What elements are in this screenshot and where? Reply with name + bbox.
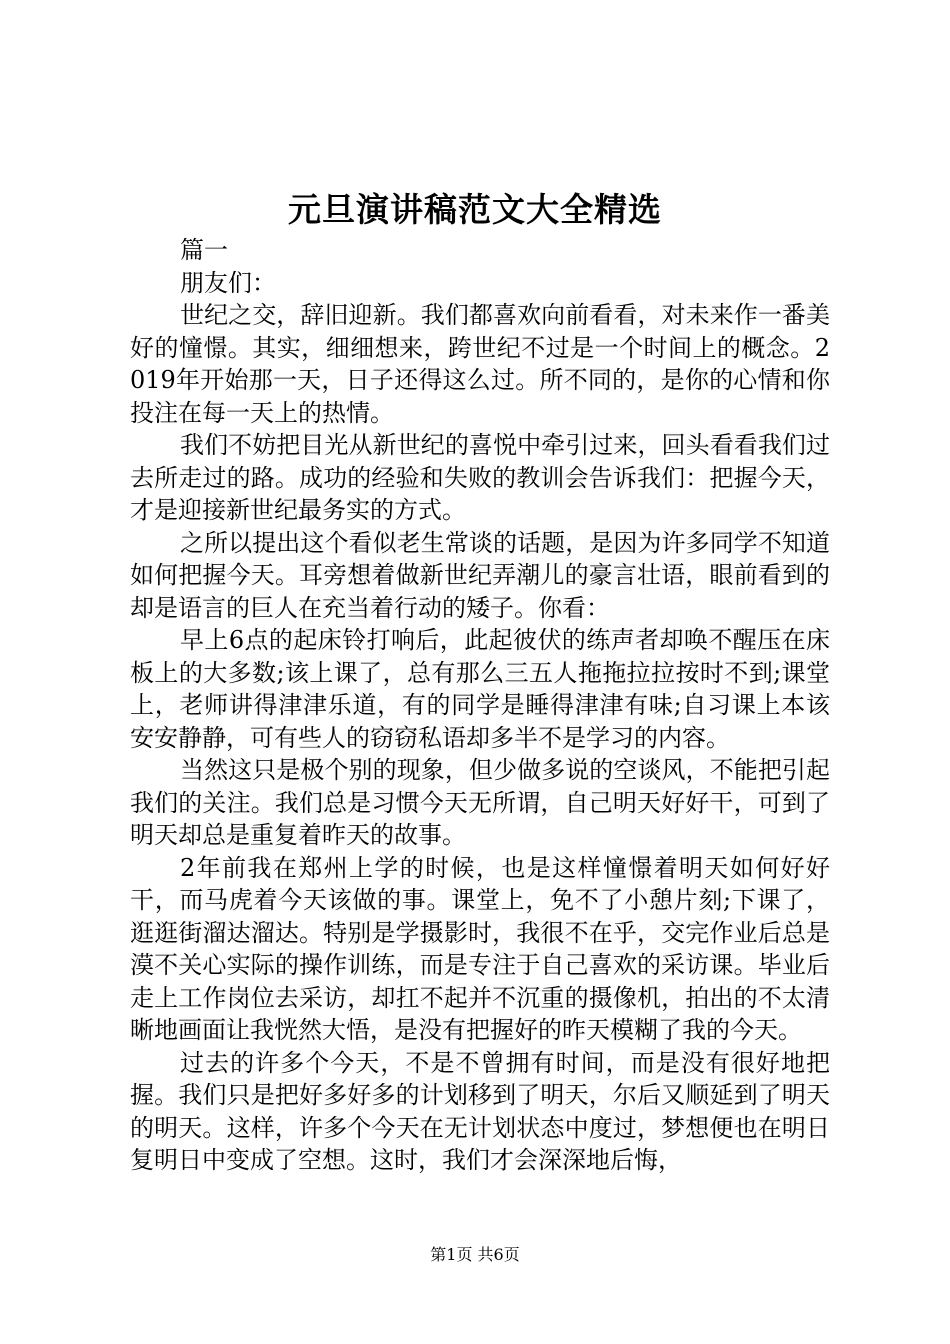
section-heading: 篇一 xyxy=(180,236,228,264)
document-title: 元旦演讲稿范文大全精选 xyxy=(288,190,662,229)
salutation: 朋友们： xyxy=(180,268,276,297)
document-body xyxy=(130,234,830,1177)
body-paragraph: 过去的许多个今天，不是不曾拥有时间，而是没有很好地把握。我们只是把好多好多的计划移到了明天，尔后又顺延到了明天的明天。这样，许多个今天在无计划状态中度过，梦想便也在明日复明日中变成了空想。这时，我们才会深深地后悔， xyxy=(130,1048,830,1174)
body-paragraph: 之所以提出这个看似老生常谈的话题，是因为许多同学不知道如何把握今天。耳旁想着做新世纪弄潮儿的豪言壮语，眼前看到的却是语言的巨人在充当着行动的矮子。你看： xyxy=(130,528,830,622)
body-paragraph: 早上6点的起床铃打响后，此起彼伏的练声者却唤不醒压在床板上的大多数;该上课了，总有那么三五人拖拖拉拉按时不到;课堂上，老师讲得津津乐道，有的同学是睡得津津有味;自习课上本该安安静静，可有些人的窃窃私语却多半不是学习的内容。 xyxy=(130,626,830,752)
body-paragraph: 世纪之交，辞旧迎新。我们都喜欢向前看看，对未来作一番美好的憧憬。其实，细细想来，跨世纪不过是一个时间上的概念。2019年开始那一天，日子还得这么过。所不同的，是你的心情和你投注在每一天上的热情。 xyxy=(130,301,830,427)
body-paragraph: 我们不妨把目光从新世纪的喜悦中牵引过来，回头看看我们过去所走过的路。成功的经验和失败的教训会告诉我们：把握今天，才是迎接新世纪最务实的方式。 xyxy=(130,431,830,524)
body-paragraph: 当然这只是极个别的现象，但少做多说的空谈风，不能把引起我们的关注。我们总是习惯今天无所谓，自己明天好好干，可到了明天却总是重复着昨天的故事。 xyxy=(130,756,830,849)
body-paragraph: 2年前我在郑州上学的时候，也是这样憧憬着明天如何好好干，而马虎着今天该做的事。课堂上，免不了小憩片刻;下课了，逛逛街溜达溜达。特别是学摄影时，我很不在乎，交完作业后总是漠不关心实际的操作训练，而是专注于自己喜欢的采访课。毕业后走上工作岗位去采访，却扛不起并不沉重的摄像机，拍出的不太清晰地画面让我恍然大悟，是没有把握好的昨天模糊了我的今天。 xyxy=(130,853,830,1044)
page-number-footer: 第1页 共6页 xyxy=(430,1245,520,1264)
